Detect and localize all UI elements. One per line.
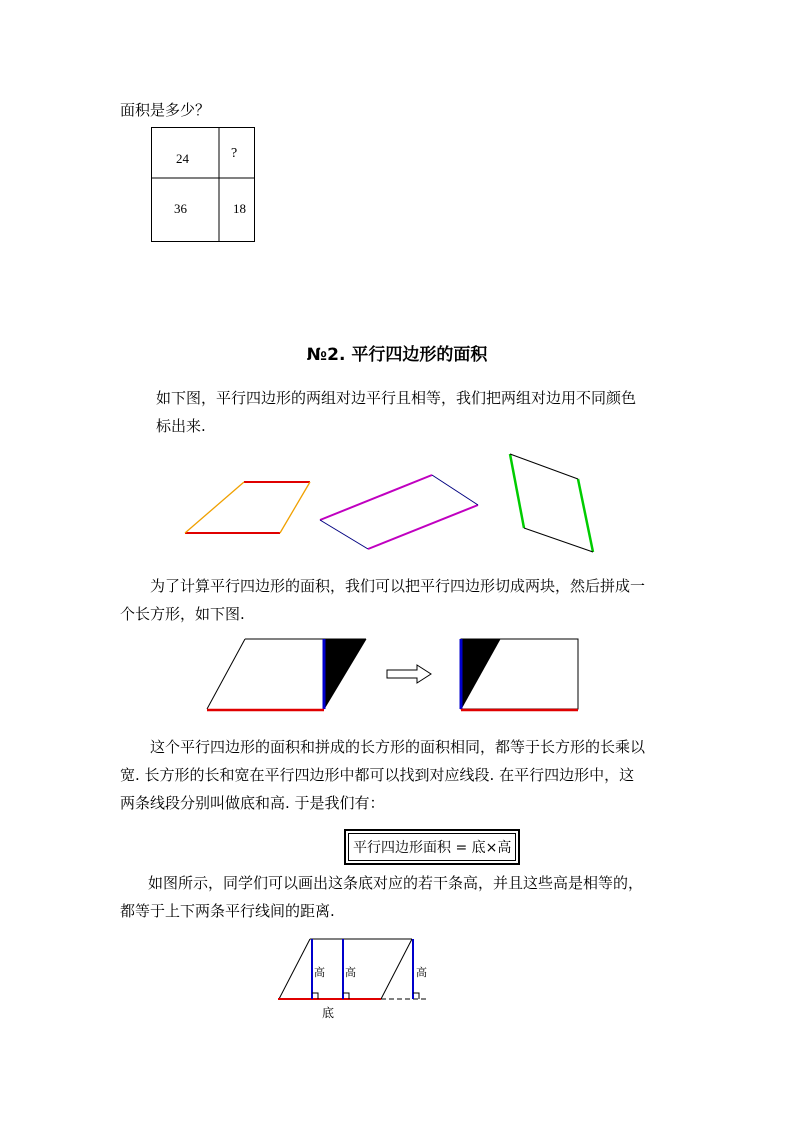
paragraph-3-line-2: 宽. 长方形的长和宽在平行四边形中都可以找到对应线段. 在平行四边形中，这 (120, 766, 635, 784)
arrow-right-icon (387, 665, 431, 683)
paragraph-1-line-2: 标出来. (156, 417, 206, 435)
paragraph-1-line-1: 如下图，平行四边形的两组对边平行且相等，我们把两组对边用不同颜色 (156, 389, 637, 407)
parallelogram-2 (320, 475, 478, 549)
grid-cell-bottom-left: 36 (174, 201, 187, 216)
grid-cell-bottom-right: 18 (233, 201, 246, 216)
cut-rearrange-figure (200, 632, 590, 718)
paragraph-4-line-2: 都等于上下两条平行线间的距离. (120, 902, 335, 920)
paragraph-4-line-1: 如图所示，同学们可以画出这条底对应的若干条高，并且这些高是相等的， (148, 874, 644, 892)
area-grid (151, 127, 255, 242)
grid-lines (151, 127, 255, 242)
height-label-2: 高 (345, 966, 356, 979)
section-title: №2. 平行四边形的面积 (306, 345, 488, 365)
question-text: 面积是多少？ (120, 101, 211, 119)
base-label: 底 (322, 1006, 335, 1020)
parallelogram-1 (185, 482, 310, 533)
formula-box (344, 829, 520, 865)
height-label-1: 高 (314, 966, 325, 979)
parallelogram-3 (510, 454, 593, 552)
parallelograms-figure (180, 448, 600, 558)
formula-text: 平行四边形面积 = 底×高 (348, 833, 516, 861)
grid-cell-top-right: ? (231, 146, 238, 161)
paragraph-2-line-1: 为了计算平行四边形的面积，我们可以把平行四边形切成两块，然后拼成一 (150, 577, 646, 595)
paragraph-3-line-3: 两条线段分别叫做底和高. 于是我们有： (120, 794, 385, 812)
result-rectangle (461, 639, 578, 710)
paragraph-3-line-1: 这个平行四边形的面积和拼成的长方形的面积相同，都等于长方形的长乘以 (150, 738, 646, 756)
paragraph-2-line-2: 个长方形，如下图. (120, 605, 245, 623)
height-label-3: 高 (416, 966, 427, 979)
grid-cell-top-left: 24 (176, 151, 189, 166)
source-parallelogram (207, 639, 366, 710)
